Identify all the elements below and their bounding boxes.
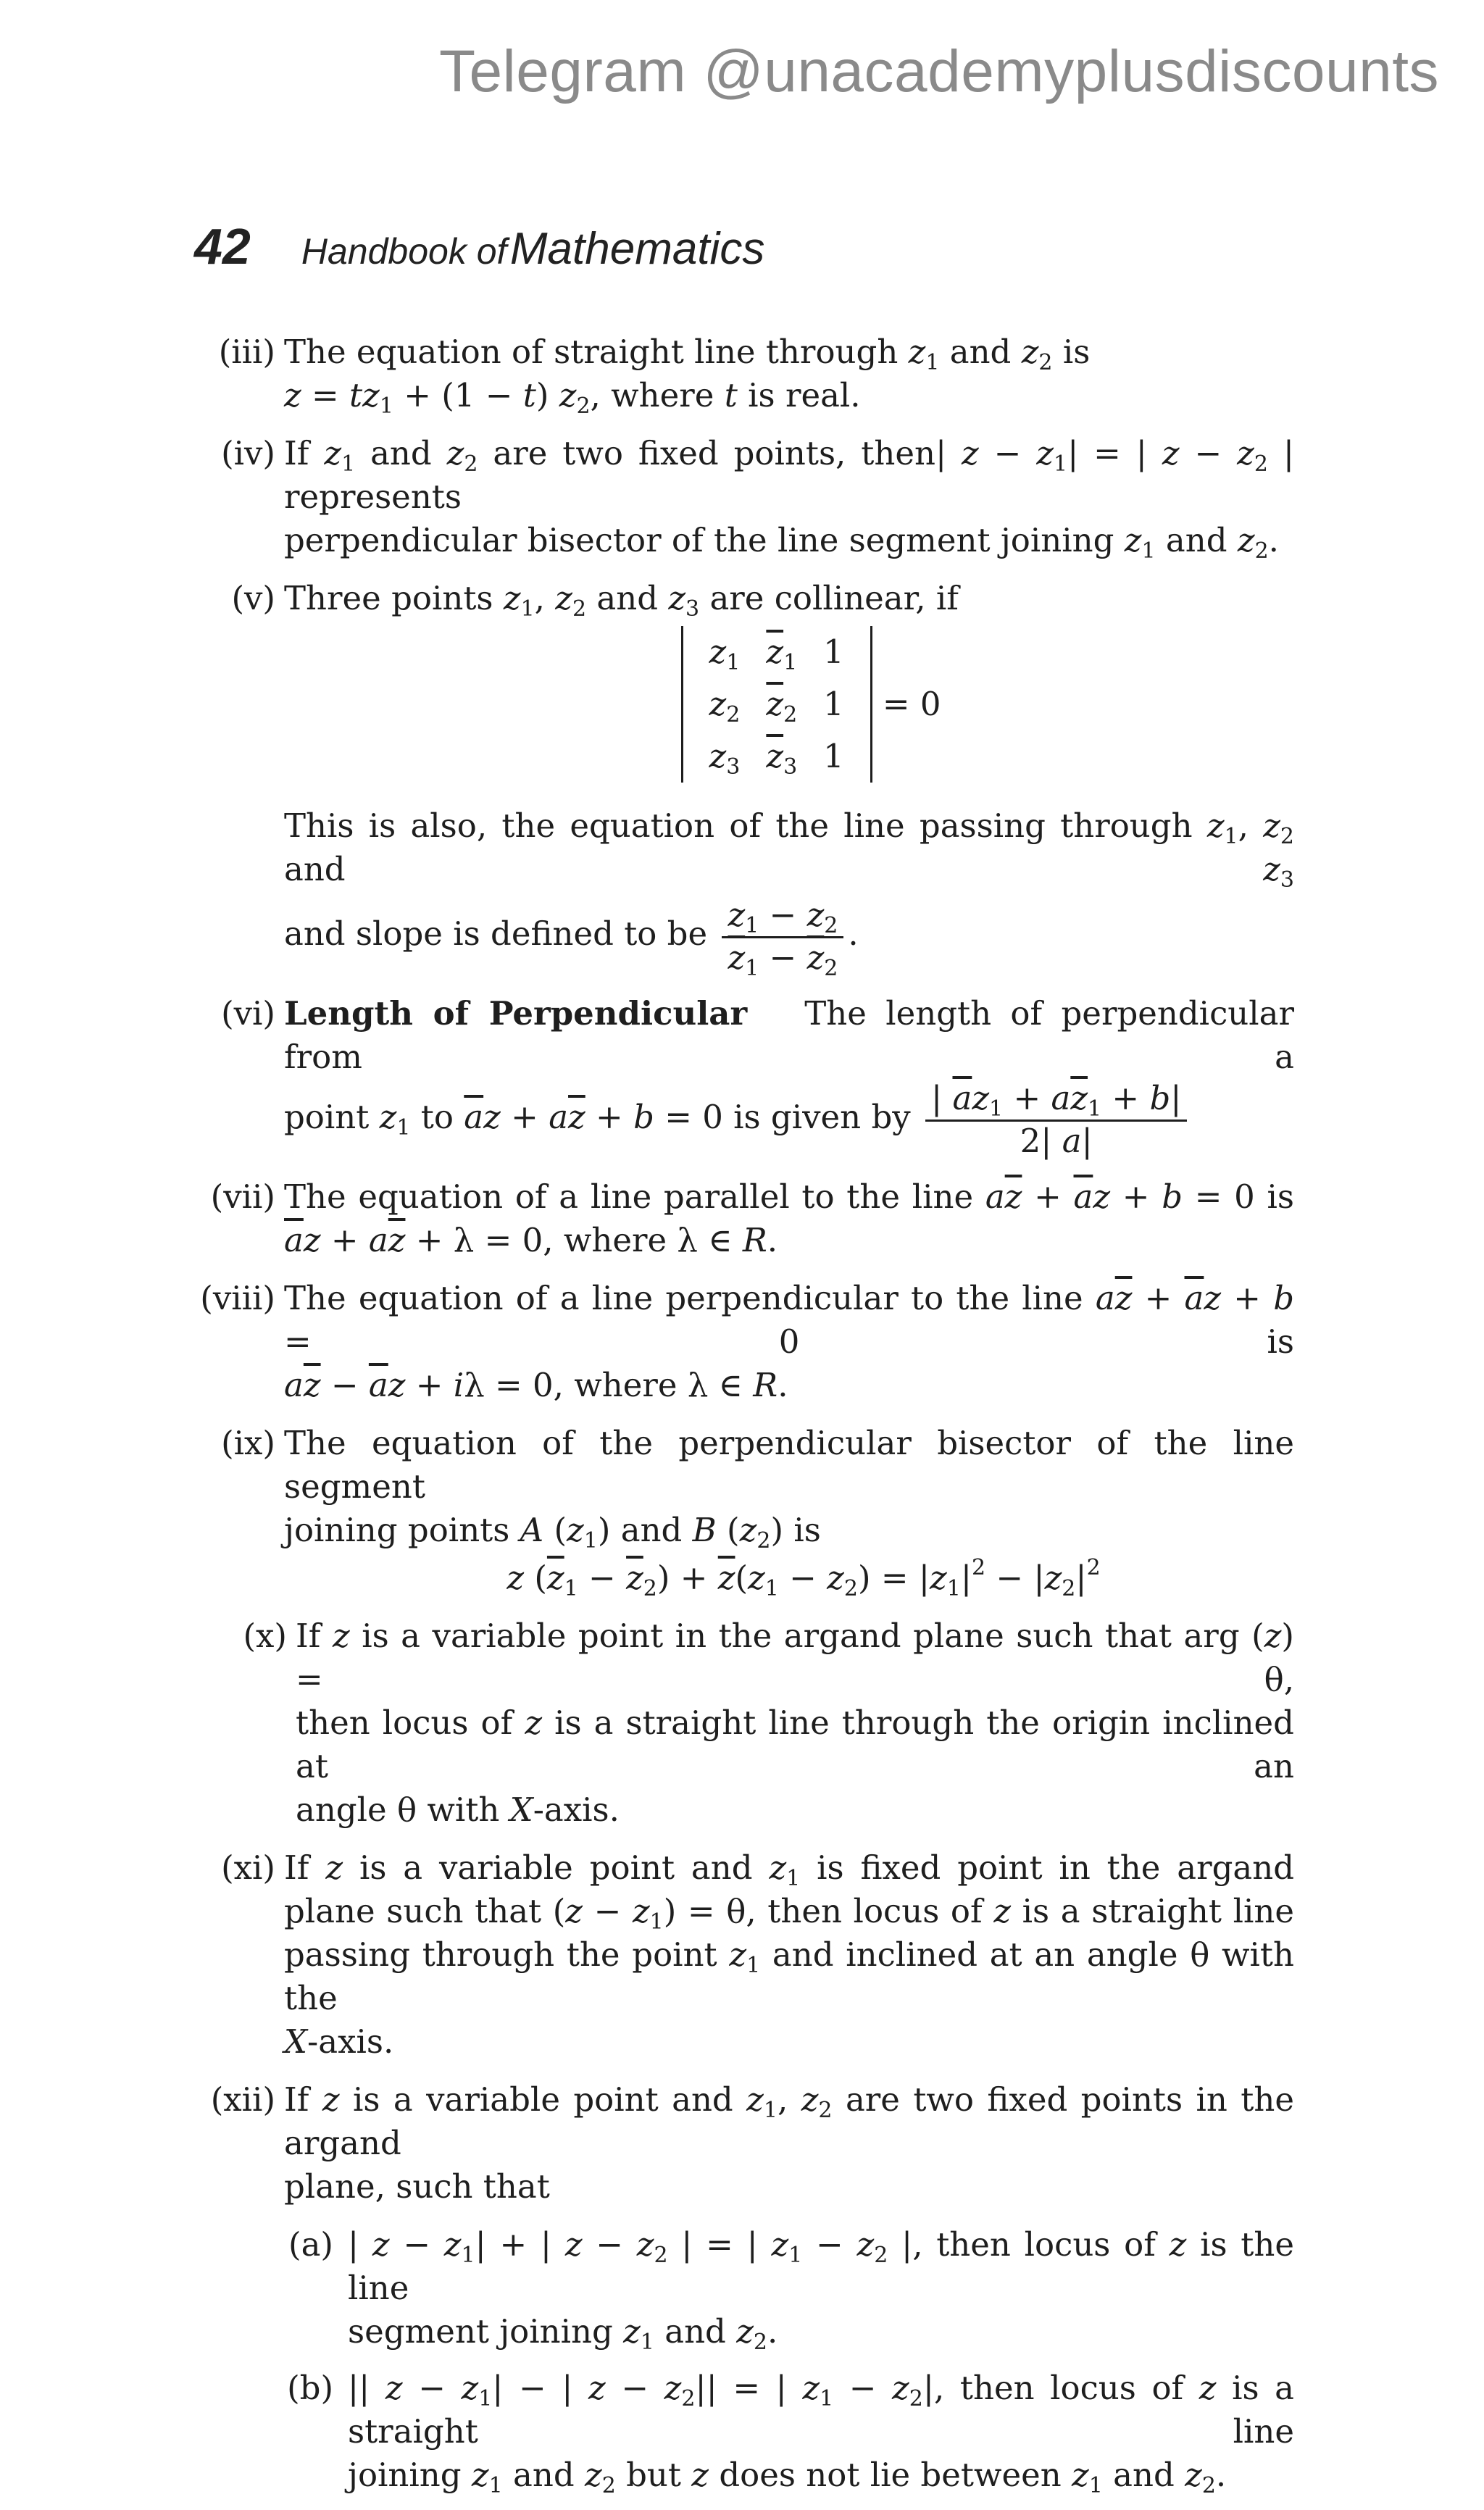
item-line: joining $z_1$ and $z_2$ but z does not lie between $z_1$ and $z_2$.: [348, 2456, 1227, 2498]
item-ix: [0, 1422, 1484, 1600]
item-number: (ix): [221, 1424, 275, 1462]
collinearity-determinant: [284, 626, 1294, 783]
item-number: (xi): [221, 1848, 275, 1887]
item-x: [0, 1614, 1484, 1832]
item-iii: [0, 330, 1484, 417]
determinant-rhs: = 0: [882, 685, 941, 723]
distance-fraction: $\frac{| \overline{a}z_1 + a\overline{z}_1 + b|}{2| a|}$: [925, 1079, 1187, 1161]
item-line: joining points A $(z_1)$ and B $(z_2)$ is: [284, 1511, 821, 1554]
item-line: If z is a variable point and $z_1$ is fixed point in the argand: [284, 1848, 1295, 1891]
item-line: segment joining $z_1$ and $z_2$.: [348, 2312, 778, 2355]
item-line: Three points $z_1$, $z_2$ and $z_3$ are collinear, if: [284, 579, 959, 622]
item-line: The equation of straight line through $z_1$ and $z_2$ is: [284, 333, 1091, 375]
page-content: [0, 330, 1484, 2510]
subitem-number: (b): [287, 2369, 333, 2407]
item-number: (x): [243, 1617, 287, 1655]
telegram-watermark: Telegram @unacademyplusdiscounts: [438, 38, 1439, 104]
formula-line: $a\overline{z} - \overline{a}z + i\lambda = 0$, where λ ∈ R.: [284, 1366, 788, 1404]
item-vi: [0, 992, 1484, 1161]
item-v: [0, 577, 1484, 981]
item-line: | $z - z_1|$ + | $z - z_2$ | = | $z_1 - z_2$ |, then locus of z is the line: [348, 2225, 1294, 2307]
item-line: || $z - z_1|$ − | $z - z_2||$ = | $z_1 - z_2|$, then locus of z is a straight line: [348, 2369, 1294, 2451]
item-line: The equation of a line perpendicular to the line $a\overline{z} + \overline{a}z + b = 0$ is: [284, 1279, 1294, 1361]
item-line: then locus of z is a straight line through the origin inclined at an: [296, 1704, 1294, 1785]
book-title: [301, 223, 764, 275]
item-number: (vi): [221, 994, 275, 1033]
item-line: If z is a variable point in the argand plane such that arg (z) = θ,: [296, 1617, 1294, 1698]
item-number: (viii): [200, 1279, 275, 1317]
page-number: 42: [194, 218, 251, 275]
bisector-equation: z $(\overline{z}_1 - \overline{z}_2) + \overline{z}(z_1 - z_2) = |z_1|^2 - |z_2|^2$: [507, 1555, 1101, 1601]
slope-fraction: $\frac{z_1 - z_2}{\overline{z}_1 - \overline{z}_2}$: [722, 896, 843, 977]
item-line: This is also, the equation of the line passing through $z_1$, $z_2$ and $z_3$: [284, 806, 1294, 893]
item-line: angle θ with X-axis.: [296, 1790, 620, 1829]
item-line: plane such that $(z - z_1) = \theta$, then locus of z is a straight line: [284, 1892, 1294, 1935]
item-line: point $z_1$ to $\overline{a}z + a\overline{z} + b = 0$ is given by $\frac{| \overline{a}z_1 + a\overline{z}_1 + b|}{2| a|}$: [284, 1079, 1294, 1161]
item-line: X-axis.: [284, 2022, 394, 2061]
section-heading: Length of Perpendicular: [284, 994, 748, 1033]
subitem-xii-a: [0, 2223, 1484, 2353]
item-number: (vii): [210, 1177, 275, 1216]
item-vii: [0, 1175, 1484, 1262]
item-number: (v): [231, 579, 275, 617]
item-line: If z is a variable point and $z_1$, $z_2$ are two fixed points in the argand: [284, 2080, 1295, 2162]
item-xii: [0, 2078, 1484, 2209]
formula-line: $\overline{a}z + a\overline{z} + \lambda = 0$, where λ ∈ R.: [284, 1221, 778, 1259]
item-iv: [0, 432, 1484, 562]
item-line: plane, such that: [284, 2167, 550, 2206]
running-head: [194, 217, 764, 275]
book-title-prefix: Handbook of: [301, 231, 507, 272]
subitem-number: (a): [288, 2225, 333, 2264]
subitem-xii-b: [0, 2367, 1484, 2497]
item-line: perpendicular bisector of the line segment joining $z_1$ and $z_2$.: [284, 521, 1279, 564]
item-viii: [0, 1277, 1484, 1407]
determinant: $z_1$ $\overline{z}_1$ 1 $z_2$ $\overline{z}_2$ 1 $z_3$ $\overline{z}_3$ 1: [681, 626, 872, 783]
formula-line: $z = tz_1 + (1 - t)$ $z_2$, where t is real.: [284, 376, 861, 419]
item-line: and slope is defined to be $\frac{z_1 - z_2}{\overline{z}_1 - \overline{z}_2}$ .: [284, 896, 859, 981]
item-line: The equation of a line parallel to the line $a\overline{z} + \overline{a}z + b = 0$ is: [284, 1177, 1294, 1216]
item-line: If $z_1$ and $z_2$ are two fixed points, then| $z - z_1|$ = | $z - z_2$ | represents: [284, 434, 1294, 516]
item-xi: [0, 1846, 1484, 2064]
item-number: (iv): [221, 434, 275, 472]
item-line: Length of Perpendicular The length of perpendicular from a: [284, 994, 1294, 1076]
item-number: (xii): [210, 2080, 275, 2119]
book-title-main: Mathematics: [509, 224, 765, 274]
item-number: (iii): [218, 333, 275, 371]
item-line: The equation of the perpendicular bisector of the line segment: [284, 1424, 1294, 1506]
item-line: passing through the point $z_1$ and inclined at an angle θ with the: [284, 1935, 1294, 2017]
